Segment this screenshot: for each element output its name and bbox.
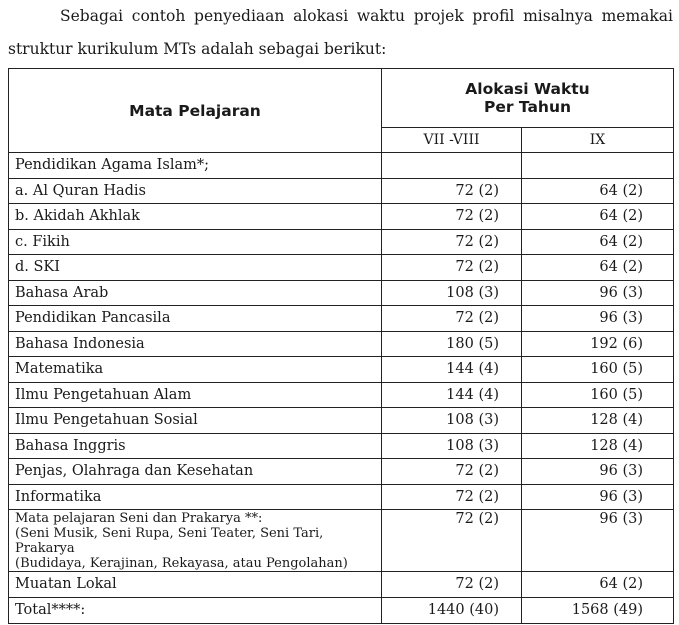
table-row — [9, 484, 674, 510]
table-row — [9, 408, 674, 434]
subject-cell — [9, 510, 382, 572]
value-grade-ix: 96 (3) — [522, 510, 674, 572]
value-grade-ix: 64 (2) — [522, 255, 674, 281]
value-grade-vii-viii: 72 (2) — [382, 459, 522, 485]
table-row — [9, 382, 674, 408]
subject-cell: Matematika — [9, 357, 382, 383]
value-grade-vii-viii: 72 (2) — [382, 178, 522, 204]
value-grade-vii-viii: 108 (3) — [382, 433, 522, 459]
subject-cell: Bahasa Inggris — [9, 433, 382, 459]
value-grade-ix: 96 (3) — [522, 306, 674, 332]
table-row-muatan-lokal — [9, 572, 674, 598]
value-grade-ix: 64 (2) — [522, 178, 674, 204]
subject-cell: Informatika — [9, 484, 382, 510]
table-row — [9, 255, 674, 281]
value-grade-vii-viii: 108 (3) — [382, 280, 522, 306]
subject-cell: a. Al Quran Hadis — [9, 178, 382, 204]
value-grade-ix: 1568 (49) — [522, 597, 674, 623]
subject-cell: Ilmu Pengetahuan Sosial — [9, 408, 382, 434]
subject-cell: Bahasa Arab — [9, 280, 382, 306]
value-grade-ix: 96 (3) — [522, 280, 674, 306]
value-grade-vii-viii: 72 (2) — [382, 306, 522, 332]
table-row-seni-prakarya — [9, 510, 674, 572]
header-subject: Mata Pelajaran — [9, 69, 382, 153]
table-row — [9, 204, 674, 230]
value-grade-vii-viii: 72 (2) — [382, 255, 522, 281]
header-grade-vii-viii: VII -VIII — [382, 128, 522, 153]
value-grade-vii-viii: 72 (2) — [382, 510, 522, 572]
value-grade-vii-viii: 72 (2) — [382, 484, 522, 510]
header-grade-ix: IX — [522, 128, 674, 153]
table-row-total — [9, 597, 674, 623]
subject-cell: b. Akidah Akhlak — [9, 204, 382, 230]
table-row — [9, 306, 674, 332]
value-grade-vii-viii: 144 (4) — [382, 357, 522, 383]
table-row — [9, 433, 674, 459]
table-row — [9, 331, 674, 357]
value-grade-ix: 192 (6) — [522, 331, 674, 357]
value-grade-ix: 160 (5) — [522, 382, 674, 408]
table-row — [9, 178, 674, 204]
table-row — [9, 280, 674, 306]
empty-cell — [382, 153, 522, 179]
curriculum-table — [8, 68, 674, 624]
value-grade-ix: 128 (4) — [522, 433, 674, 459]
value-grade-ix: 160 (5) — [522, 357, 674, 383]
subject-cell: c. Fikih — [9, 229, 382, 255]
subject-cell: Penjas, Olahraga dan Kesehatan — [9, 459, 382, 485]
header-allocation — [382, 69, 674, 128]
subject-cell: Bahasa Indonesia — [9, 331, 382, 357]
value-grade-vii-viii: 72 (2) — [382, 204, 522, 230]
table-row — [9, 229, 674, 255]
subject-cell: d. SKI — [9, 255, 382, 281]
header-allocation-line1: Alokasi Waktu — [465, 80, 590, 98]
value-grade-ix: 96 (3) — [522, 484, 674, 510]
table-row — [9, 357, 674, 383]
value-grade-vii-viii: 144 (4) — [382, 382, 522, 408]
intro-paragraph: Sebagai contoh penyediaan alokasi waktu projek profil misalnya memakai struktur kurikulum MTs adalah sebagai berikut: — [8, 7, 673, 58]
group-row-agama — [9, 153, 674, 179]
arts-line1: Mata pelajaran Seni dan Prakarya **: — [15, 511, 263, 526]
empty-cell — [522, 153, 674, 179]
value-grade-vii-viii: 72 (2) — [382, 229, 522, 255]
arts-line2: (Seni Musik, Seni Rupa, Seni Teater, Seni Tari, Prakarya — [15, 526, 324, 556]
value-grade-ix: 128 (4) — [522, 408, 674, 434]
subject-cell: Pendidikan Pancasila — [9, 306, 382, 332]
header-allocation-line2: Per Tahun — [483, 98, 572, 116]
value-grade-vii-viii: 1440 (40) — [382, 597, 522, 623]
value-grade-vii-viii: 108 (3) — [382, 408, 522, 434]
subject-cell: Muatan Lokal — [9, 572, 382, 598]
subject-cell: Ilmu Pengetahuan Alam — [9, 382, 382, 408]
value-grade-ix: 64 (2) — [522, 572, 674, 598]
value-grade-ix: 96 (3) — [522, 459, 674, 485]
value-grade-ix: 64 (2) — [522, 204, 674, 230]
table-row — [9, 459, 674, 485]
subject-cell: Total****: — [9, 597, 382, 623]
value-grade-ix: 64 (2) — [522, 229, 674, 255]
arts-line3: (Budidaya, Kerajinan, Rekayasa, atau Pengolahan) — [15, 556, 348, 571]
value-grade-vii-viii: 180 (5) — [382, 331, 522, 357]
group-label: Pendidikan Agama Islam*; — [9, 153, 382, 179]
value-grade-vii-viii: 72 (2) — [382, 572, 522, 598]
